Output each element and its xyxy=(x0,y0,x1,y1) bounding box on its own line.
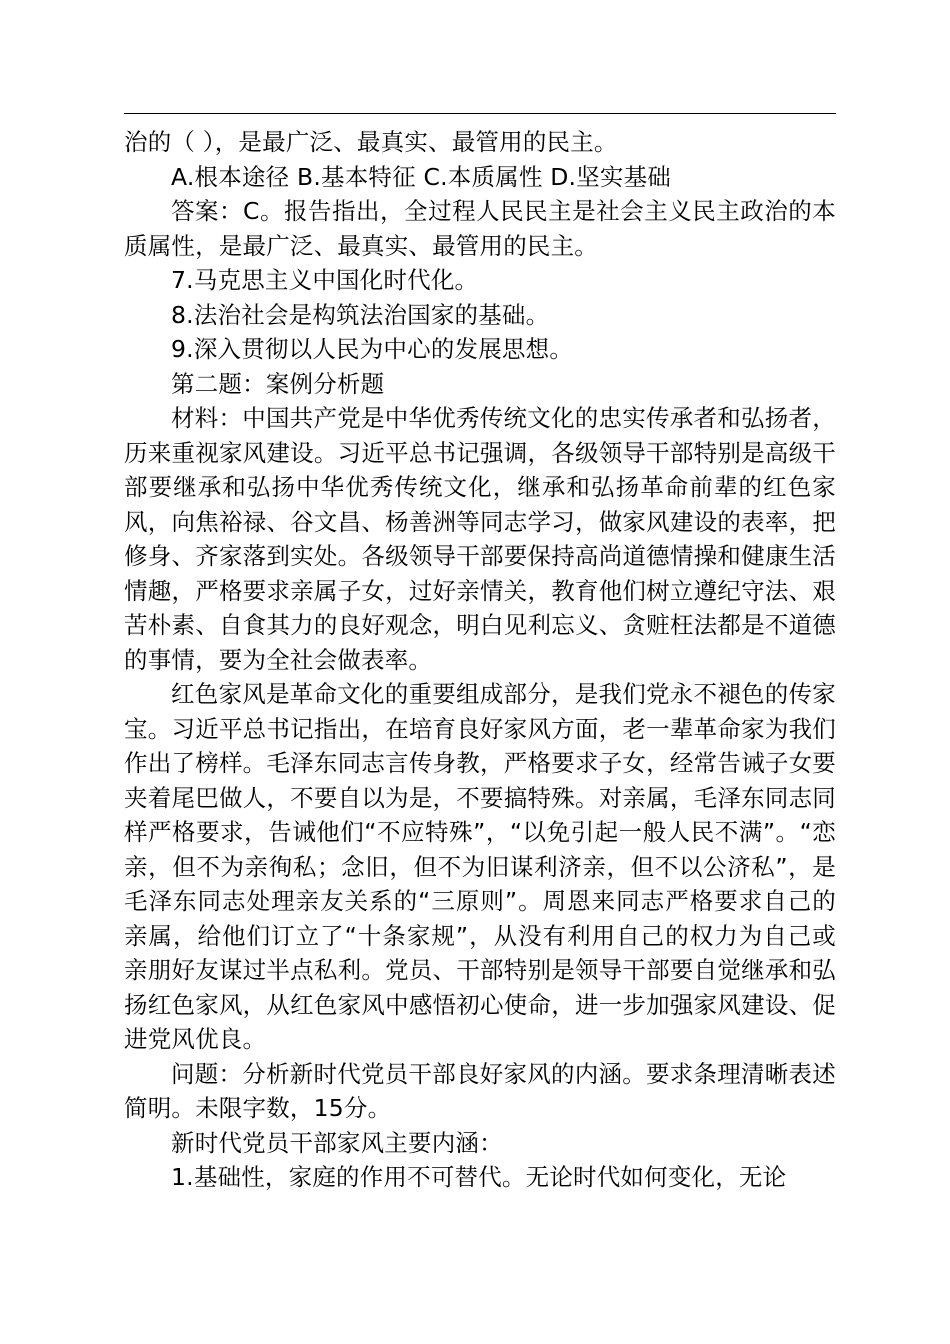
paragraph-answer: 答案：C。报告指出，全过程人民民主是社会主义民主政治的本质属性，是最广泛、最真实、最管用的民主。 xyxy=(124,197,836,260)
paragraph-red-family-tradition: 红色家风是革命文化的重要组成部分，是我们党永不褪色的传家宝。习近平总书记指出，在培育良好家风方面，老一辈革命家为我们作出了榜样。毛泽东同志言传身教，严格要求子女，经常告诫子女要夹着尾巴做人，不要自以为是，不要搞特殊。对亲属，毛泽东同志同样严格要求，告诫他们“不应特殊”，“以免引起一般人民不满”。“恋亲，但不为亲徇私；念旧，但不为旧谋利济亲，但不以公济私”，是毛泽东同志处理亲友关系的“三原则”。周恩来同志严格要求自己的亲属，给他们订立了“十条家规”，从没有利用自己的权力为自己或亲朋好友谋过半点私利。党员、干部特别是领导干部要自觉继承和弘扬红色家风，从红色家风中感悟初心使命，进一步加强家风建设、促进党风优良。 xyxy=(124,680,836,1053)
paragraph-item-7: 7.马克思主义中国化时代化。 xyxy=(171,266,479,294)
paragraph-material: 材料：中国共产党是中华优秀传统文化的忠实传承者和弘扬者，历来重视家风建设。习近平总书记强调，各级领导干部特别是高级干部要继承和弘扬中华优秀传统文化，继承和弘扬革命前辈的红色家风，向焦裕禄、谷文昌、杨善洲等同志学习，做家风建设的表率，把修身、齐家落到实处。各级领导干部要保持高尚道德情操和健康生活情趣，严格要求亲属子女，过好亲情关，教育他们树立遵纪守法、艰苦朴素、自食其力的良好观念，明白见利忘义、贪赃枉法都是不道德的事情，要为全社会做表率。 xyxy=(124,404,836,674)
paragraph-question-tail: 治的（ ），是最广泛、最真实、最管用的民主。 xyxy=(124,128,618,156)
paragraph-point-1: 1.基础性，家庭的作用不可替代。无论时代如何变化，无论 xyxy=(171,1163,787,1191)
paragraph-item-8: 8.法治社会是构筑法治国家的基础。 xyxy=(171,300,550,329)
paragraph-question: 问题：分析新时代党员干部良好家风的内涵。要求条理清晰表述简明。未限字数，15分。 xyxy=(124,1059,836,1122)
document-body xyxy=(124,125,836,1195)
section-heading: 第二题：案例分析题 xyxy=(171,369,385,398)
header-rule xyxy=(124,113,836,114)
paragraph-item-9: 9.深入贯彻以人民为中心的发展思想。 xyxy=(171,335,574,363)
paragraph-options: A.根本途径 B.基本特征 C.本质属性 D.坚实基础 xyxy=(171,162,671,191)
paragraph-answer-heading: 新时代党员干部家风主要内涵： xyxy=(171,1128,503,1157)
